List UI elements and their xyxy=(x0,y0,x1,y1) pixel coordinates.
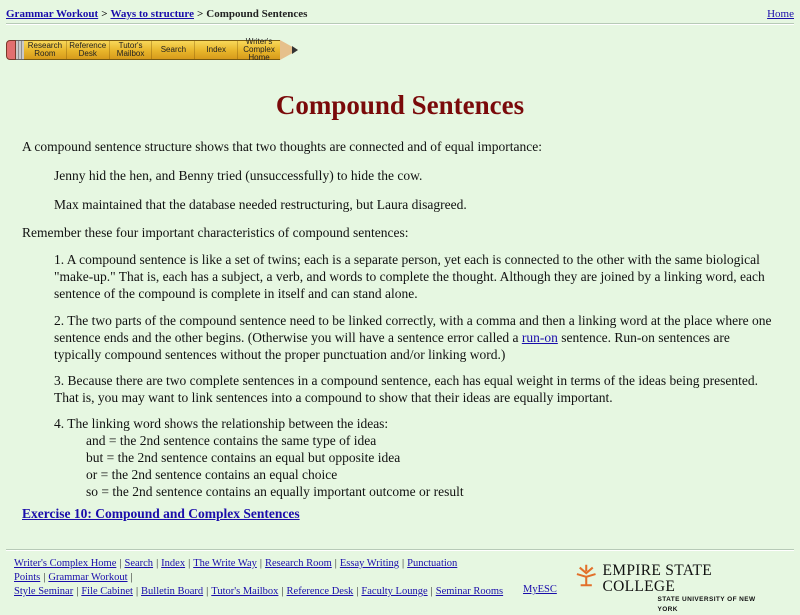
point-2 xyxy=(54,312,776,363)
nav-research-room[interactable]: Research Room xyxy=(24,41,67,59)
footer-links xyxy=(14,557,524,599)
myesc-link[interactable]: MyESC xyxy=(523,584,557,595)
point-4-intro: 4. The linking word shows the relationship between the ideas: xyxy=(54,416,389,431)
point-1: 1. A compound sentence is like a set of twins; each is a separate person, yet each is connected to the other with the same biological "make-up." That is, each has a subject, a verb, and words to complete the thought. Although they are joined by a linking word, each sentence of the compound is complete in itself and can stand alone. xyxy=(54,252,765,301)
point-3: 3. Because there are two complete sentences in a compound sentence, each has equal weight in terms of the ideas being presented. That is, you may want to link sentences into a compound to show that their ideas are equally important. xyxy=(54,373,758,405)
footer-link-punctuation-points[interactable]: Punctuation Points xyxy=(14,558,458,583)
logo-name: EMPIRE STATE COLLEGE xyxy=(602,562,713,595)
pencil-eraser-icon xyxy=(6,40,16,60)
nav-tutors-mailbox[interactable]: Tutor's Mailbox xyxy=(110,41,153,59)
footer-separator: | xyxy=(430,586,433,597)
run-on-link[interactable]: run-on xyxy=(521,330,558,345)
footer-link-faculty-lounge[interactable]: Faculty Lounge xyxy=(361,586,428,597)
footer-link-reference-desk[interactable]: Reference Desk xyxy=(286,586,354,597)
footer-separator: | xyxy=(156,558,159,569)
top-divider xyxy=(6,23,794,25)
point-2-text-end: sentence. Run-on sentences are typically compound sentences without the proper punctuation and/or linking word.) xyxy=(54,330,730,362)
pencil-navigation xyxy=(6,37,298,62)
footer-link-the-write-way[interactable]: The Write Way xyxy=(193,558,257,569)
pencil-body xyxy=(24,37,280,62)
point-4 xyxy=(54,415,776,500)
footer-separator: | xyxy=(206,586,209,597)
example-sentence: Jenny hid the hen, and Benny tried (unsuccessfully) to hide the cow. xyxy=(54,168,423,183)
footer-separator: | xyxy=(135,586,139,597)
footer-link-index[interactable]: Index xyxy=(161,558,186,569)
footer-separator: | xyxy=(130,572,133,583)
footer-link-essay-writing[interactable]: Essay Writing xyxy=(339,558,400,569)
nav-writers-complex-home[interactable]: Writer's Complex Home xyxy=(243,37,275,62)
footer-link-style-seminar[interactable]: Style Seminar xyxy=(14,586,74,597)
breadcrumb-separator: > xyxy=(101,8,108,20)
breadcrumb-separator: > xyxy=(196,8,204,20)
footer-link-tutors-mailbox[interactable]: Tutor's Mailbox xyxy=(211,586,279,597)
breadcrumb-current: Compound Sentences xyxy=(206,8,308,20)
footer-separator: | xyxy=(188,558,191,569)
footer-link-file-cabinet[interactable]: File Cabinet xyxy=(81,586,133,597)
footer-link-writers-complex-home[interactable]: Writer's Complex Home xyxy=(14,558,117,569)
nav-index[interactable]: Index xyxy=(195,41,238,59)
footer-link-research-room[interactable]: Research Room xyxy=(264,558,332,569)
footer-link-seminar-rooms[interactable]: Seminar Rooms xyxy=(435,586,504,597)
nav-reference-desk[interactable]: Reference Desk xyxy=(67,41,110,59)
pencil-lead-icon xyxy=(292,46,298,54)
intro-paragraph: A compound sentence structure shows that two thoughts are connected and of equal importance: xyxy=(22,139,542,154)
footer-separator: | xyxy=(334,558,337,569)
footer-separator: | xyxy=(119,558,122,569)
empire-state-college-logo[interactable] xyxy=(576,562,776,613)
logo-subtitle: STATE UNIVERSITY OF NEW YORK xyxy=(657,596,756,613)
footer-separator: | xyxy=(76,586,79,597)
linking-word-so: so = the 2nd sentence contains an equally important outcome or result xyxy=(86,484,464,499)
example-sentence: Max maintained that the database needed restructuring, but Laura disagreed. xyxy=(54,197,467,212)
nav-search[interactable]: Search xyxy=(152,41,195,59)
footer-separator: | xyxy=(259,558,262,569)
breadcrumb-ways-to-structure[interactable]: Ways to structure xyxy=(110,8,194,20)
pencil-ferrule-icon xyxy=(16,40,24,60)
page-title: Compound Sentences xyxy=(275,90,525,120)
esc-logo-icon xyxy=(576,563,596,587)
footer-divider xyxy=(6,549,794,551)
top-bar xyxy=(6,5,794,23)
footer-separator: | xyxy=(356,586,359,597)
linking-word-and: and = the 2nd sentence contains the same type of idea xyxy=(86,433,377,448)
footer-link-search[interactable]: Search xyxy=(124,558,154,569)
footer-separator: | xyxy=(43,572,46,583)
remember-paragraph: Remember these four important characteristics of compound sentences: xyxy=(22,225,409,240)
home-link[interactable]: Home xyxy=(767,8,794,20)
footer-separator: | xyxy=(402,558,405,569)
breadcrumb xyxy=(6,8,307,20)
point-2-text: 2. The two parts of the compound sentence need to be linked correctly, with a comma and then a linking word at the place where one sentence ends and the other begins. (Otherwise you will have a sentence error called a xyxy=(54,313,772,345)
footer-link-grammar-workout[interactable]: Grammar Workout xyxy=(48,572,128,583)
footer-separator: | xyxy=(281,586,284,597)
footer-link-bulletin-board[interactable]: Bulletin Board xyxy=(141,586,204,597)
breadcrumb-grammar-workout[interactable]: Grammar Workout xyxy=(6,8,99,20)
exercise-10-link[interactable]: Exercise 10: Compound and Complex Sentences xyxy=(22,506,300,521)
linking-word-or: or = the 2nd sentence contains an equal choice xyxy=(86,467,338,482)
linking-word-but: but = the 2nd sentence contains an equal but opposite idea xyxy=(86,450,401,465)
